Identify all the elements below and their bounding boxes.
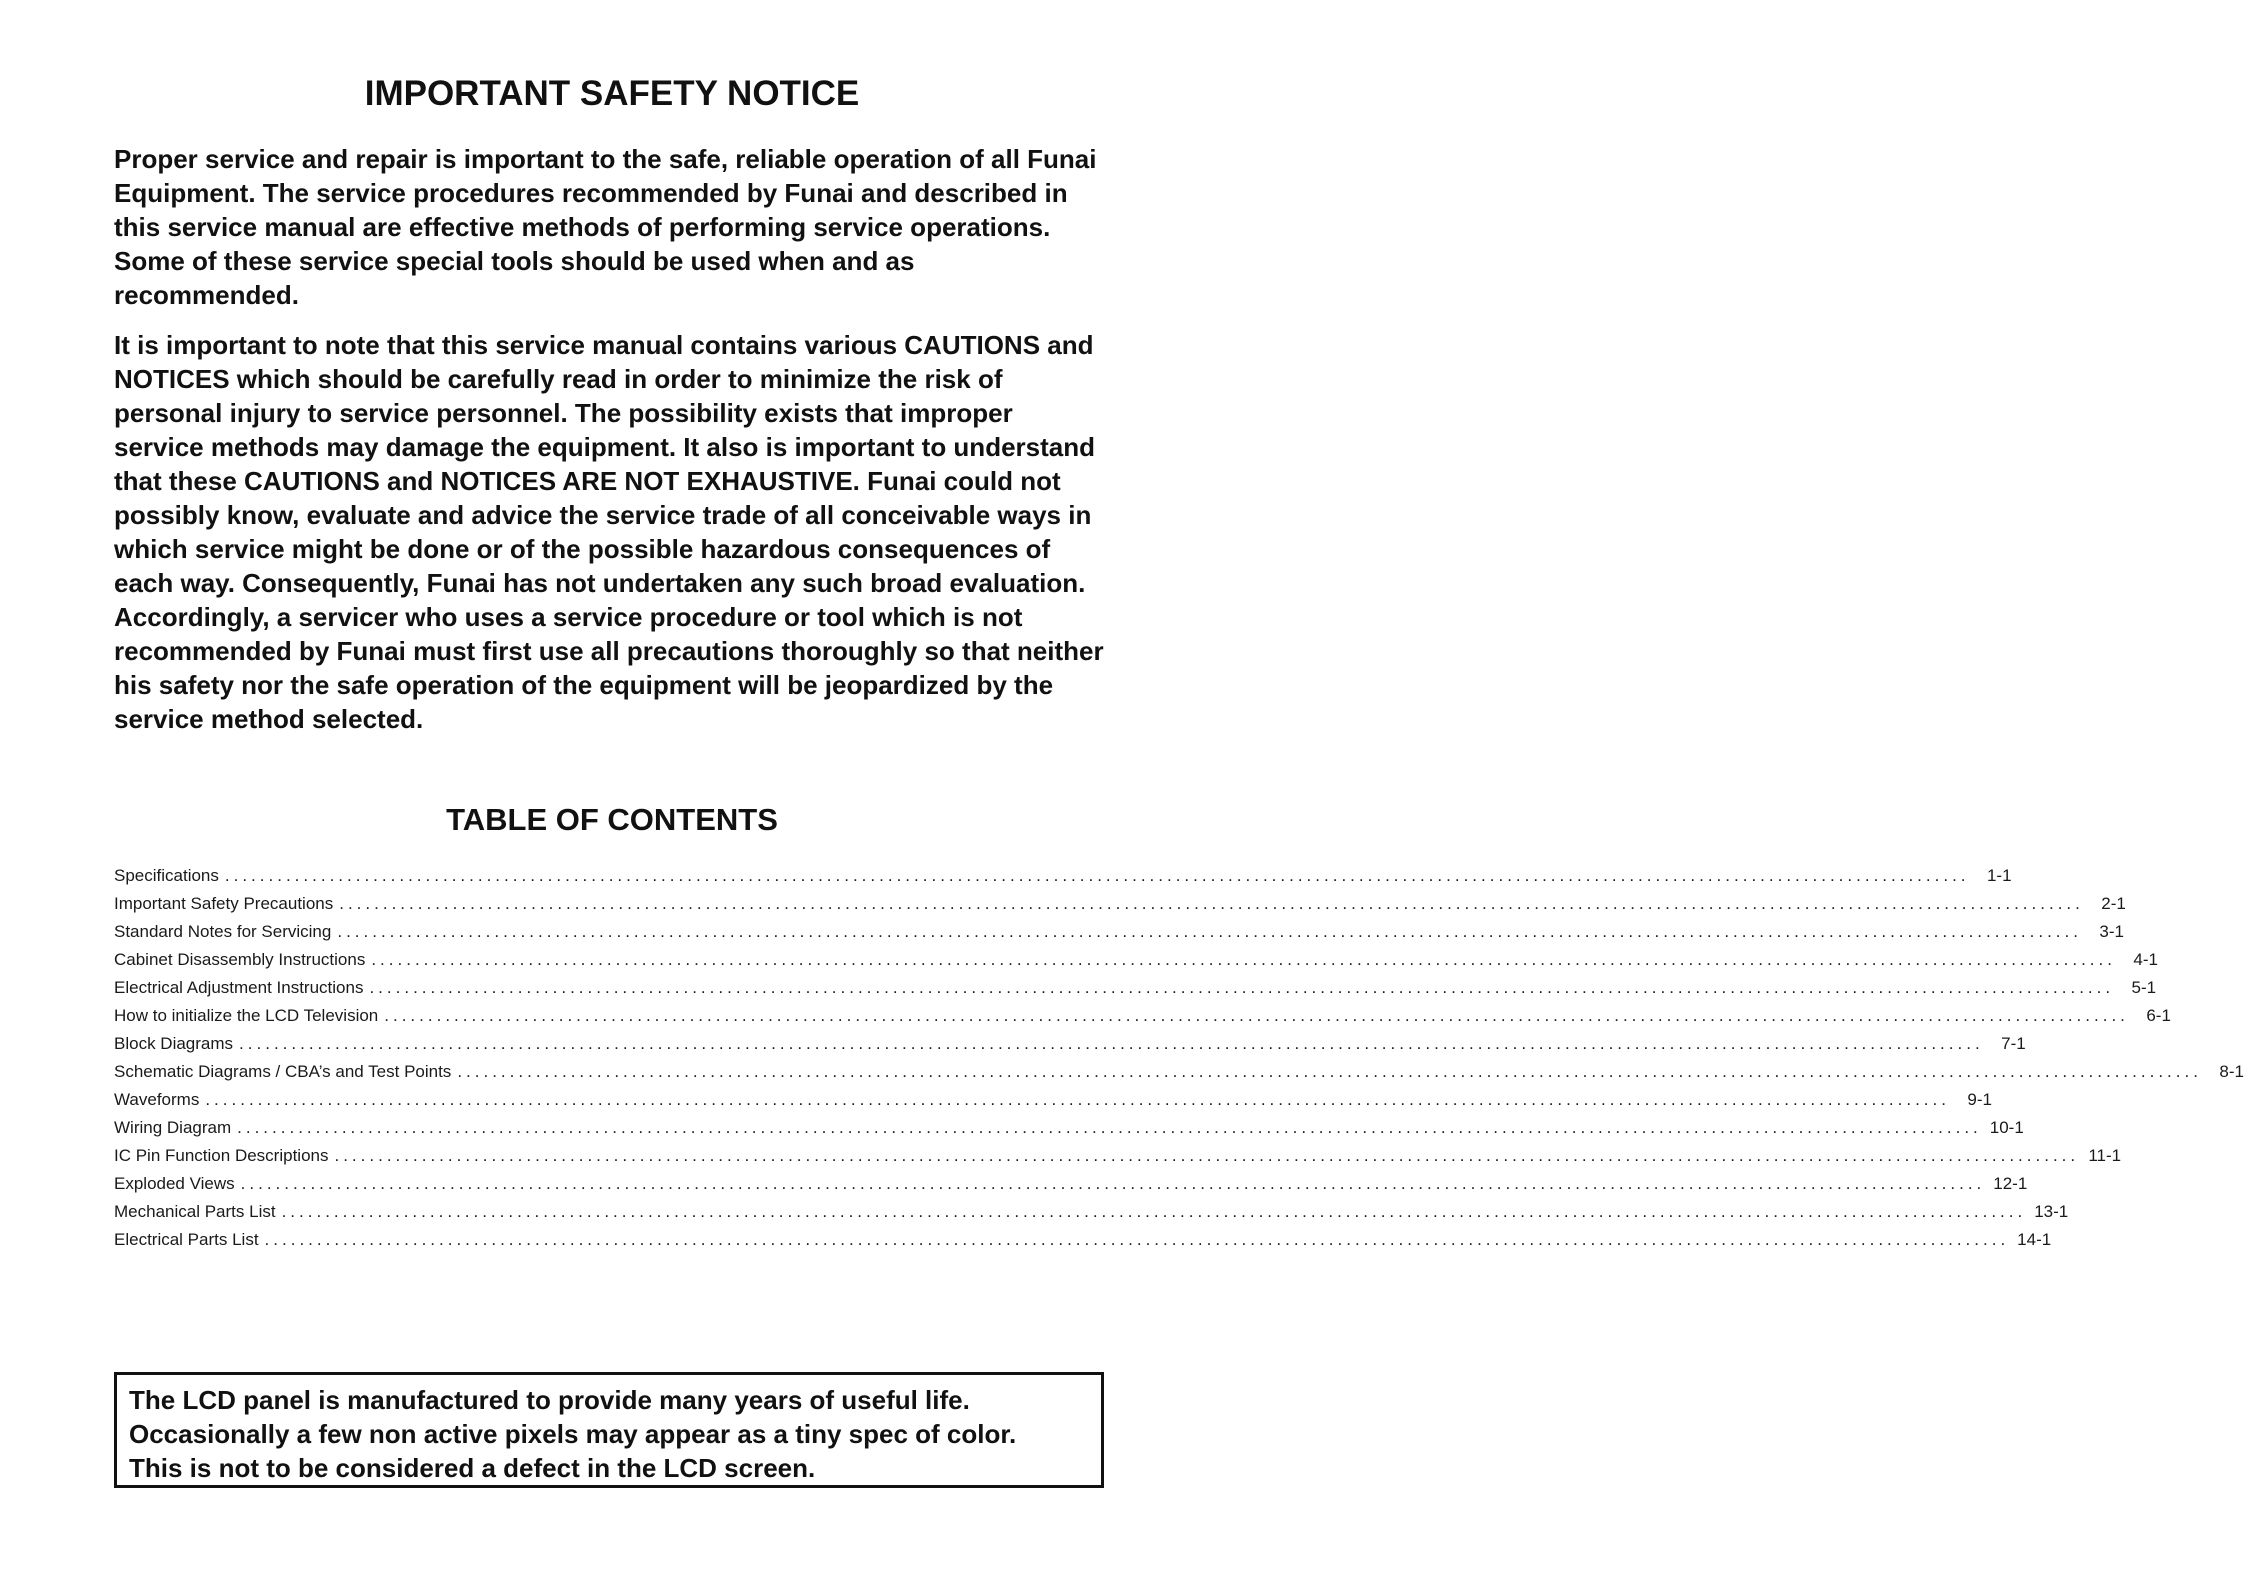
toc-entry-page: 13-1 xyxy=(2034,1202,2069,1221)
toc-entry-label: Block Diagrams xyxy=(114,1034,234,1053)
safety-notice-body xyxy=(114,142,1104,752)
toc-entry-page: 8-1 xyxy=(2219,1062,2244,1081)
lcd-notice-line: This is not to be considered a defect in the LCD screen. xyxy=(129,1453,816,1483)
toc-entry xyxy=(114,1086,1992,1114)
toc-leader-dots: ........................................................................................................................................................................................................ xyxy=(281,1202,2027,1221)
toc-entry xyxy=(114,1198,2069,1226)
toc-leader-dots: ........................................................................................................................................................................................................ xyxy=(205,1090,1950,1109)
toc-entry-label: Electrical Adjustment Instructions xyxy=(114,978,364,997)
toc-leader-dots: ........................................................................................................................................................................................................ xyxy=(264,1230,2010,1249)
toc-entry-label: Waveforms xyxy=(114,1090,200,1109)
toc-entry-page: 14-1 xyxy=(2017,1230,2052,1249)
toc-leader-dots: ........................................................................................................................................................................................................ xyxy=(239,1034,1984,1053)
toc-title: TABLE OF CONTENTS xyxy=(446,802,778,837)
toc-leader-dots: ........................................................................................................................................................................................................ xyxy=(384,1006,2129,1025)
lcd-notice-line: Occasionally a few non active pixels may appear as a tiny spec of color. xyxy=(129,1419,1017,1449)
toc-leader-dots: ........................................................................................................................................................................................................ xyxy=(240,1174,1986,1193)
toc-entry xyxy=(114,1002,2171,1030)
toc-entry xyxy=(114,1030,2026,1058)
toc-entry xyxy=(114,862,2012,890)
toc-entry-label: How to initialize the LCD Television xyxy=(114,1006,379,1025)
toc-entry-page: 11-1 xyxy=(2088,1146,2122,1165)
toc-leader-dots: ........................................................................................................................................................................................................ xyxy=(339,894,2084,913)
toc-entry-label: Schematic Diagrams / CBA’s and Test Points xyxy=(114,1062,452,1081)
toc-entry xyxy=(114,1226,2052,1254)
safety-notice-paragraph: It is important to note that this service manual contains various CAUTIONS and NOTICES which should be carefully read in order to minimize the risk of personal injury to service personnel. The possibility exists that improper service methods may damage the equipment. It also is important to understand that these CAUTIONS and NOTICES ARE NOT EXHAUSTIVE. Funai could not possibly know, evaluate and advice the service trade of all conceivable ways in which service might be done or of the possible hazardous consequences of each way. Consequently, Funai has not undertaken any such broad evaluation. Accordingly, a servicer who uses a service procedure or tool which is not recommended by Funai must first use all precautions thoroughly so that neither his safety nor the safe operation of the equipment will be jeopardized by the service method selected. xyxy=(114,330,1104,734)
toc-leader-dots: ........................................................................................................................................................................................................ xyxy=(334,1146,2080,1165)
toc-entry-page: 5-1 xyxy=(2131,978,2157,997)
toc-entry xyxy=(114,890,2126,918)
toc-leader-dots: ........................................................................................................................................................................................................ xyxy=(224,866,1970,885)
toc-entry xyxy=(114,1142,2122,1170)
toc-leader-dots: ........................................................................................................................................................................................................ xyxy=(371,950,2116,969)
toc-entry-label: IC Pin Function Descriptions xyxy=(114,1146,329,1165)
lcd-panel-notice-box xyxy=(114,1372,1104,1488)
toc-entry xyxy=(114,946,2158,974)
toc-entry-label: Mechanical Parts List xyxy=(114,1202,276,1221)
toc-leader-dots: ........................................................................................................................................................................................................ xyxy=(369,978,2115,997)
toc-entry-label: Electrical Parts List xyxy=(114,1230,259,1249)
lcd-notice-line: The LCD panel is manufactured to provide many years of useful life. xyxy=(129,1385,970,1415)
table-of-contents xyxy=(114,862,2244,1254)
toc-entry xyxy=(114,1170,2028,1198)
toc-entry-label: Important Safety Precautions xyxy=(114,894,334,913)
toc-entry-page: 6-1 xyxy=(2146,1006,2171,1025)
toc-entry-page: 4-1 xyxy=(2133,950,2158,969)
safety-notice-title: IMPORTANT SAFETY NOTICE xyxy=(364,74,860,113)
toc-entry-page: 1-1 xyxy=(1986,866,2012,885)
toc-leader-dots: ........................................................................................................................................................................................................ xyxy=(457,1062,2202,1081)
toc-entry-label: Specifications xyxy=(114,866,219,885)
toc-entry-page: 2-1 xyxy=(2101,894,2126,913)
toc-entry xyxy=(114,1058,2244,1086)
toc-entry-page: 7-1 xyxy=(2001,1034,2026,1053)
toc-entry-label: Exploded Views xyxy=(114,1174,235,1193)
toc-entry xyxy=(114,974,2157,1002)
toc-entry-label: Cabinet Disassembly Instructions xyxy=(114,950,366,969)
toc-entry xyxy=(114,918,2124,946)
toc-entry-page: 10-1 xyxy=(1989,1118,2024,1137)
toc-entry-label: Standard Notes for Servicing xyxy=(114,922,332,941)
toc-leader-dots: ........................................................................................................................................................................................................ xyxy=(337,922,2082,941)
toc-entry-page: 9-1 xyxy=(1967,1090,1992,1109)
toc-entry-page: 12-1 xyxy=(1993,1174,2028,1193)
toc-entry-page: 3-1 xyxy=(2099,922,2124,941)
toc-entry xyxy=(114,1114,2024,1142)
toc-entry-label: Wiring Diagram xyxy=(114,1118,232,1137)
safety-notice-paragraph: Proper service and repair is important to the safe, reliable operation of all Funai Equipment. The service procedures recommended by Funai and described in this service manual are effective methods of performing service operations. Some of these service special tools should be used when and as recommended. xyxy=(114,144,1097,310)
toc-leader-dots: ........................................................................................................................................................................................................ xyxy=(237,1118,1982,1137)
